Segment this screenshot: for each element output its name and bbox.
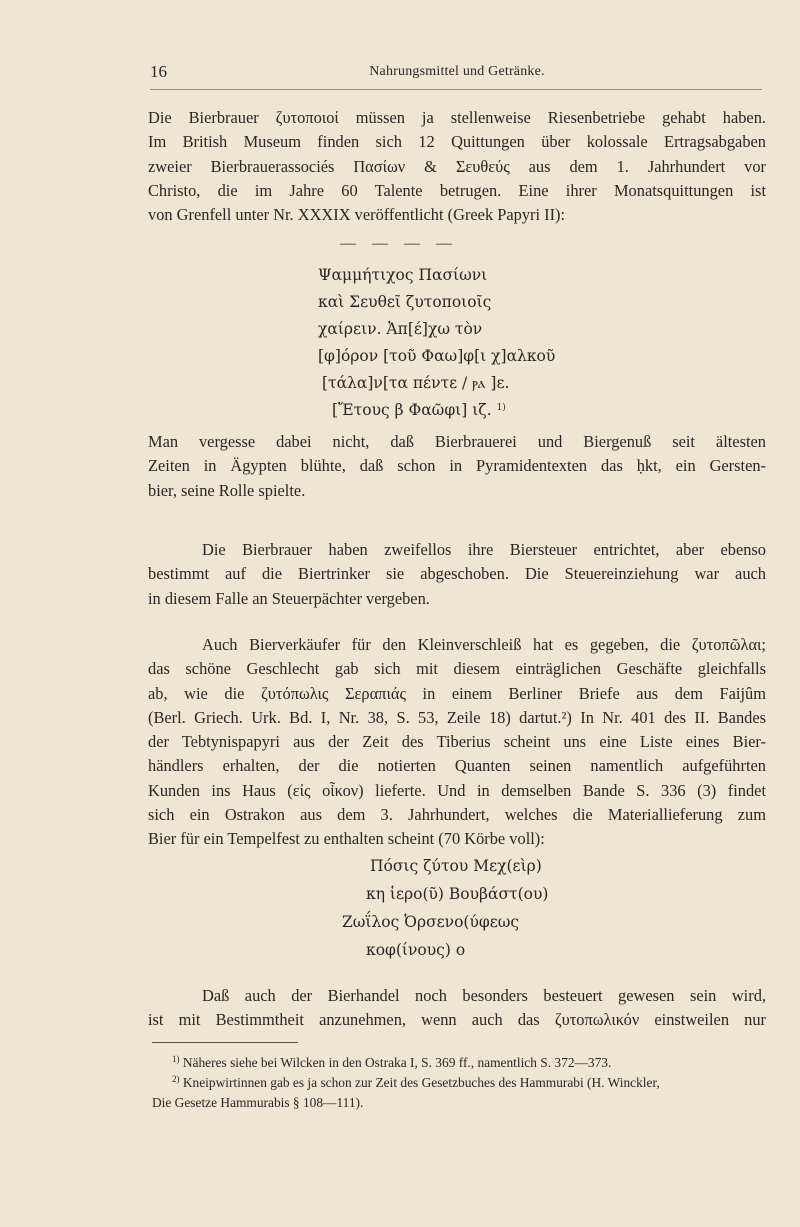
footnote-1 — [152, 1053, 764, 1073]
greek-line: χαίρειν. Ἀπ[έ]χω τὸν — [318, 320, 483, 338]
greek-line: κοφ(ίνους) ο — [366, 941, 466, 959]
text-line: Christo, die im Jahre 60 Talente betrugen. Eine ihrer Monatsquittungen ist — [148, 180, 766, 200]
text-line: Kunden ins Haus (εἰς οἶκον) lieferte. Und in demselben Bande S. 336 (3) findet — [148, 780, 766, 800]
text-line: Die Bierbrauer haben zweifellos ihre Biersteuer entrichtet, aber ebenso — [202, 540, 766, 559]
text-line: Auch Bierverkäufer für den Kleinverschleiß hat es gegeben, die ζυτοπῶλαι; — [202, 635, 766, 654]
text-line: Zeiten in Ägypten blühte, daß schon in Pyramidentexten das ḥkt, ein Gersten- — [148, 456, 766, 476]
text-line: Man vergesse dabei nicht, daß Bierbrauerei und Biergenuß seit ältesten — [148, 432, 766, 451]
text-line: das schöne Geschlecht gab sich mit diesem einträglichen Geschäfte gleichfalls — [148, 659, 766, 679]
omission-dashes: — — — — — [340, 235, 458, 252]
greek-line: Ζωΐλος Ὀρσενο(ύφεως — [342, 913, 520, 931]
header-rule — [150, 89, 762, 90]
text-line: Daß auch der Bierhandel noch besonders besteuert gewesen sein wird, — [202, 986, 766, 1005]
paragraph-2 — [148, 430, 766, 503]
text-line: von Grenfell unter Nr. XXXIX veröffentlicht (Greek Papyri II): — [148, 205, 566, 225]
footnote-rule — [152, 1042, 298, 1043]
footnote-2 — [152, 1073, 764, 1093]
text-line: der Tebtynispapyri aus der Zeit des Tiberius scheint uns eine Liste eines Bier- — [148, 732, 766, 752]
footnotes — [152, 1053, 764, 1113]
text-line: (Berl. Griech. Urk. Bd. I, Nr. 38, S. 53, Zeile 18) dartut.²) In Nr. 401 des II. Bandes — [148, 707, 766, 727]
greek-line-text: [Ἔτους β Φαῶφι] ιζ. — [332, 401, 492, 419]
text-line: händlers erhalten, der die notierten Quanten seinen namentlich aufgeführten — [148, 756, 766, 776]
page-header — [148, 62, 766, 86]
text-line: zweier Bierbrauerassociés Πασίων & Σευθεύς aus dem 1. Jahrhundert vor — [148, 156, 766, 176]
text-line: in diesem Falle an Steuerpächter vergeben. — [148, 588, 430, 608]
running-title: Nahrungsmittel und Getränke. — [369, 64, 545, 79]
footnote-text: Kneipwirtinnen gab es ja schon zur Zeit des Gesetzbuches des Hammurabi (H. Winckler, — [182, 1075, 660, 1090]
greek-line: Πόσις ζύτου Μεχ(εὶρ) — [370, 857, 542, 875]
text-line: ist mit Bestimmtheit anzunehmen, wenn auch das ζυτοπωλικόν einstweilen nur — [148, 1010, 766, 1030]
page-number: 16 — [150, 62, 167, 81]
paragraph-5 — [148, 984, 766, 1033]
paragraph-1 — [148, 106, 766, 227]
footnote-ref-1: 1) — [496, 403, 506, 413]
footnote-text: Näheres siehe bei Wilcken in den Ostraka I, S. 369 ff., namentlich S. 372—373. — [182, 1055, 612, 1070]
text-line: Die Bierbrauer ζυτοποιοί müssen ja stellenweise Riesenbetriebe gehabt haben. — [148, 108, 766, 127]
greek-ostrakon-quote — [342, 852, 548, 964]
greek-line — [318, 397, 555, 424]
greek-line: καὶ Σευθεῖ ζυτοποιοῖς — [318, 293, 492, 311]
paragraph-3 — [148, 538, 766, 611]
footnote-mark: 1) — [172, 1054, 180, 1064]
text-line: sich ein Ostrakon aus dem 3. Jahrhundert, welches die Materiallieferung zum — [148, 805, 766, 825]
greek-line: [τάλα]ν[τα πέντε / ⲣⲁ ]ε. — [322, 374, 510, 392]
footnote-mark: 2) — [172, 1074, 180, 1084]
text-line: Im British Museum finden sich 12 Quittungen über kolossale Ertragsabgaben — [148, 132, 766, 152]
greek-line: κη ἱερο(ῦ) Βουβάστ(ου) — [366, 885, 549, 903]
greek-line: Ψαμμήτιχος Πασίωνι — [318, 266, 488, 284]
text-line: bestimmt auf die Biertrinker sie abgeschoben. Die Steuereinziehung war auch — [148, 564, 766, 584]
paragraph-4 — [148, 633, 766, 852]
greek-line: [φ]όρον [τοῦ Φαω]φ[ι χ]αλκοῦ — [318, 347, 556, 365]
text-line: Bier für ein Tempelfest zu enthalten scheint (70 Körbe voll): — [148, 829, 545, 849]
text-line: ab, wie die ζυτόπωλις Σεραπιάς in einem Berliner Briefe aus dem Faijûm — [148, 683, 766, 703]
greek-papyrus-quote — [318, 262, 555, 424]
footnote-2-continued: Die Gesetze Hammurabis § 108—111). — [152, 1095, 364, 1110]
text-line: bier, seine Rolle spielte. — [148, 480, 306, 500]
